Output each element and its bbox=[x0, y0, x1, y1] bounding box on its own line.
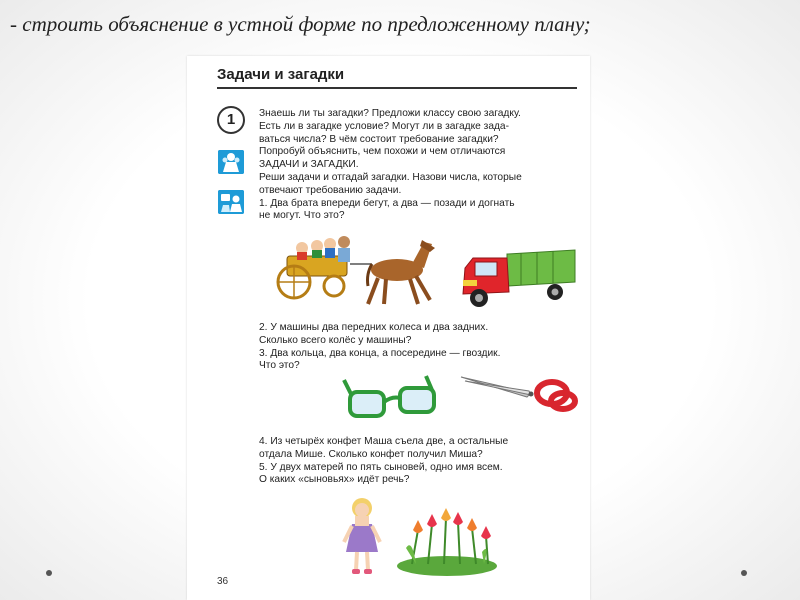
slide-nav-dot-right bbox=[741, 570, 747, 576]
text-line: отдала Мише. Сколько конфет получил Миша? bbox=[259, 448, 483, 460]
text-line: Попробуй объяснить, чем похожи и чем отличаются bbox=[259, 146, 506, 158]
text-line: 3. Два кольца, два конца, а посередине — гвоздик. bbox=[259, 347, 501, 359]
horse-cart-illustration bbox=[272, 234, 447, 309]
text-line: 1. Два брата впереди бегут, а два — позади и догнать bbox=[259, 197, 515, 209]
text-line: Сколько всего колёс у машины? bbox=[259, 334, 412, 346]
text-line: Реши задачи и отгадай загадки. Назови числа, которые bbox=[259, 171, 522, 183]
text-line: Есть ли в загадке условие? Могут ли в загадке зада- bbox=[259, 120, 509, 132]
glasses-illustration bbox=[342, 374, 442, 426]
pair-work-icon bbox=[218, 190, 244, 214]
tasks-2-3-text bbox=[259, 322, 581, 373]
text-line: ваться числа? В чём состоит требование загадки? bbox=[259, 133, 499, 145]
page-number: 36 bbox=[217, 576, 229, 587]
scissors-illustration bbox=[457, 371, 582, 415]
slide-heading: - строить объяснение в устной форме по предложенному плану; bbox=[10, 12, 591, 36]
text-line: 5. У двух матерей по пять сыновей, одно имя всем. bbox=[259, 461, 503, 473]
text-line: Что это? bbox=[259, 360, 300, 372]
text-line: не могут. Что это? bbox=[259, 210, 345, 222]
text-line: отвечают требованию задачи. bbox=[259, 184, 402, 196]
tulips-illustration bbox=[392, 508, 502, 576]
text-line: О каких «сыновьях» идёт речь? bbox=[259, 474, 410, 486]
truck-illustration bbox=[459, 246, 577, 312]
text-line: 4. Из четырёх конфет Маша съела две, а остальные bbox=[259, 436, 509, 447]
tasks-4-5-text bbox=[259, 436, 581, 487]
girl-illustration bbox=[342, 496, 382, 576]
task-number-badge: 1 bbox=[217, 106, 245, 134]
page-title: Задачи и загадки bbox=[217, 66, 345, 83]
title-divider bbox=[217, 87, 577, 89]
textbook-page bbox=[187, 56, 590, 600]
discussion-icon bbox=[218, 150, 244, 174]
text-line: Знаешь ли ты загадки? Предложи классу свою загадку. bbox=[259, 108, 521, 119]
slide-nav-dot-left bbox=[46, 570, 52, 576]
task-1-text bbox=[259, 108, 581, 223]
text-line: 2. У машины два передних колеса и два задних. bbox=[259, 322, 489, 333]
text-line: ЗАДАЧИ и ЗАГАДКИ. bbox=[259, 159, 359, 171]
